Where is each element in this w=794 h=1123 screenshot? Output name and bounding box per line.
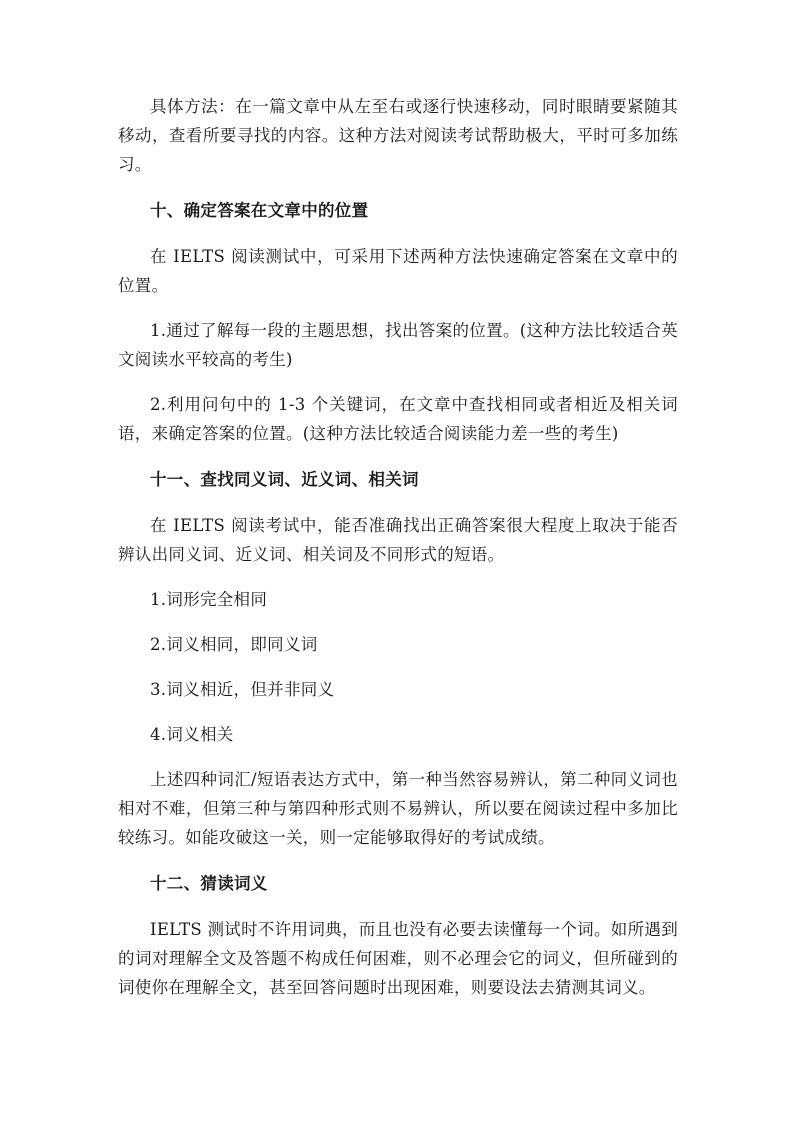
section-11-list-item: 1.词形完全相同 [150, 590, 268, 609]
section-12-heading: 十二、猜读词义 [150, 874, 268, 893]
section-10-paragraph: 在 IELTS 阅读测试中，可采用下述两种方法快速确定答案在文章中的位置。 [118, 247, 678, 295]
section-10-list-item: 1.通过了解每一段的主题思想，找出答案的位置。(这种方法比较适合英文阅读水平较高的考生) [118, 321, 678, 369]
section-11-paragraph: 在 IELTS 阅读考试中，能否准确找出正确答案很大程度上取决于能否辨认出同义词、近义词、相关词及不同形式的短语。 [118, 516, 678, 564]
section-11-list-item: 3.词义相近，但并非同义 [150, 680, 335, 699]
section-11-list-item: 4.词义相关 [150, 725, 234, 744]
intro-paragraph: 具体方法：在一篇文章中从左至右或逐行快速移动，同时眼睛要紧随其移动，查看所要寻找的内容。这种方法对阅读考试帮助极大，平时可多加练习。 [118, 97, 678, 174]
section-11-summary-paragraph: 上述四种词汇/短语表达方式中，第一种当然容易辨认，第二种同义词也相对不难，但第三种与第四种形式则不易辨认，所以要在阅读过程中多加比较练习。如能攻破这一关，则一定能够取得好的考试成绩。 [118, 770, 678, 847]
section-11-heading: 十一、查找同义词、近义词、相关词 [150, 470, 419, 489]
section-11-list-item: 2.词义相同，即同义词 [150, 635, 318, 654]
section-12-paragraph: IELTS 测试时不许用词典，而且也没有必要去读懂每一个词。如所遇到的词对理解全文及答题不构成任何困难，则不必理会它的词义，但所碰到的词使你在理解全文，甚至回答问题时出现困难，则要设法去猜测其词义。 [118, 920, 678, 997]
document-body [118, 92, 678, 1002]
section-10-heading: 十、确定答案在文章中的位置 [150, 201, 369, 220]
section-10-list-item: 2.利用问句中的 1-3 个关键词，在文章中查找相同或者相近及相关词语，来确定答案的位置。(这种方法比较适合阅读能力差一些的考生) [118, 395, 678, 443]
